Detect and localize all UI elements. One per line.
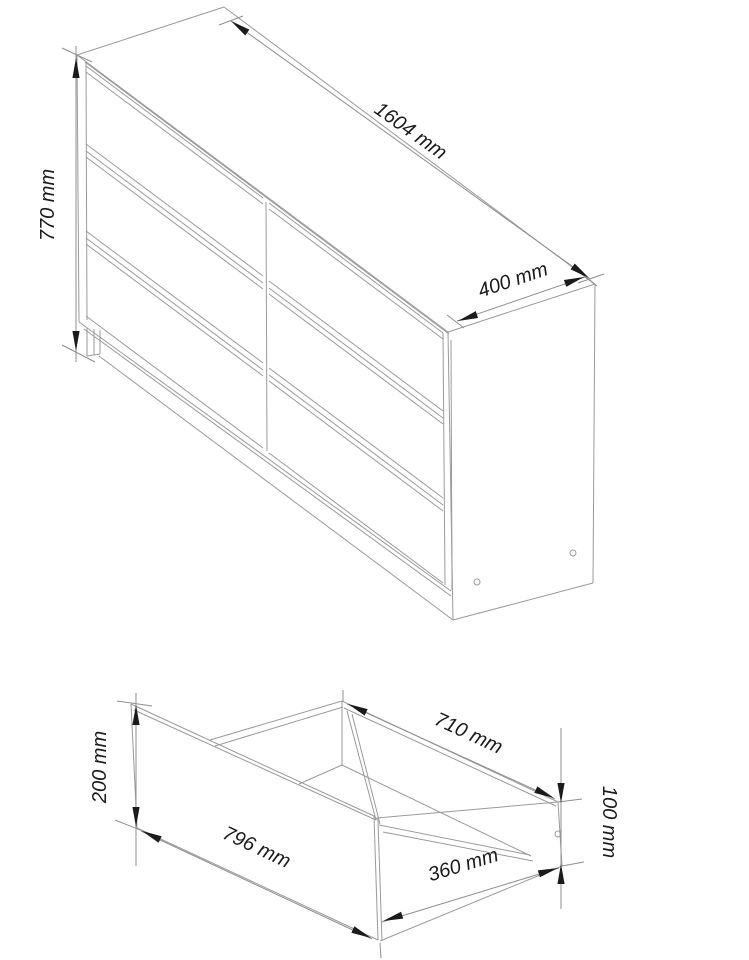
drawing-line xyxy=(269,288,443,418)
dimension-arrowhead-icon xyxy=(571,263,589,278)
drawing-line xyxy=(215,707,343,746)
drawing-line xyxy=(269,375,443,505)
drawing-line xyxy=(453,583,593,620)
drawing-line xyxy=(86,66,263,198)
drawing-line xyxy=(269,209,443,339)
dimension-arrowhead-icon xyxy=(458,311,478,321)
drawing-line xyxy=(86,72,263,204)
drawing-line xyxy=(266,202,267,451)
dim-label-dresser-height: 770 mm xyxy=(37,168,59,242)
drawing-line xyxy=(451,340,452,590)
drawing-line xyxy=(380,943,381,958)
drawing-line xyxy=(86,231,263,363)
dimension-arrowhead-icon xyxy=(142,831,162,843)
dimension-arrowhead-icon xyxy=(132,807,139,827)
drawing-line xyxy=(77,7,224,55)
drawing-line xyxy=(443,333,445,585)
dimension-arrowhead-icon xyxy=(383,912,403,921)
drawing-line xyxy=(347,711,376,820)
dim-label-drawer-front-width: 796 mm xyxy=(219,822,294,873)
drawing-line xyxy=(86,316,263,448)
camlock-hole-icon xyxy=(474,579,480,585)
dimension-arrowhead-icon xyxy=(72,331,79,351)
drawing-line xyxy=(378,820,382,941)
dimension-labels xyxy=(37,98,620,886)
dresser-outline xyxy=(77,7,595,620)
drawing-line xyxy=(562,862,584,866)
drawing-line xyxy=(99,356,453,620)
drawing-line xyxy=(86,144,263,276)
dim-label-drawer-depth: 360 mm xyxy=(425,844,502,887)
dim-label-drawer-front-height: 200 mm xyxy=(89,730,111,804)
drawing-line xyxy=(448,284,595,332)
dim-label-drawer-inner-width: 710 mm xyxy=(431,708,506,759)
dimension-arrowhead-icon xyxy=(72,58,79,78)
dim-label-dresser-depth: 400 mm xyxy=(475,258,551,303)
dimension-arrowhead-icon xyxy=(534,786,554,798)
drawing-line xyxy=(374,816,378,940)
drawing-line xyxy=(269,453,443,583)
dim-label-dresser-length: 1604 mm xyxy=(370,97,451,165)
dim-label-drawer-side-height: 100 mm xyxy=(598,785,620,859)
drawing-line xyxy=(210,701,342,740)
drawing-line xyxy=(380,866,562,941)
drawing-line xyxy=(379,825,530,855)
drawing-line xyxy=(219,16,243,25)
drawing-line xyxy=(269,281,443,411)
drawing-line xyxy=(85,62,449,334)
dimension-arrowhead-icon xyxy=(231,21,249,36)
drawing-line xyxy=(269,381,443,511)
drawing-line xyxy=(79,322,451,591)
dimension-arrowhead-icon xyxy=(538,868,558,877)
drawing-line xyxy=(131,704,374,816)
drawing-line xyxy=(382,868,559,922)
drawing-line xyxy=(86,157,263,289)
drawing-line xyxy=(62,345,95,362)
dimension-arrowhead-icon xyxy=(557,783,564,803)
drawing-line xyxy=(447,315,464,328)
drawing-line xyxy=(86,63,87,320)
camlock-hole-icon xyxy=(570,550,576,556)
dimension-arrowhead-icon xyxy=(351,926,371,938)
drawing-line xyxy=(299,765,342,784)
drawing-line xyxy=(231,21,590,279)
drawing-line xyxy=(77,55,448,332)
drawing-line xyxy=(377,802,558,818)
drawing-line xyxy=(593,284,595,583)
drawing-line xyxy=(77,55,79,322)
dimension-annotations xyxy=(62,16,604,958)
